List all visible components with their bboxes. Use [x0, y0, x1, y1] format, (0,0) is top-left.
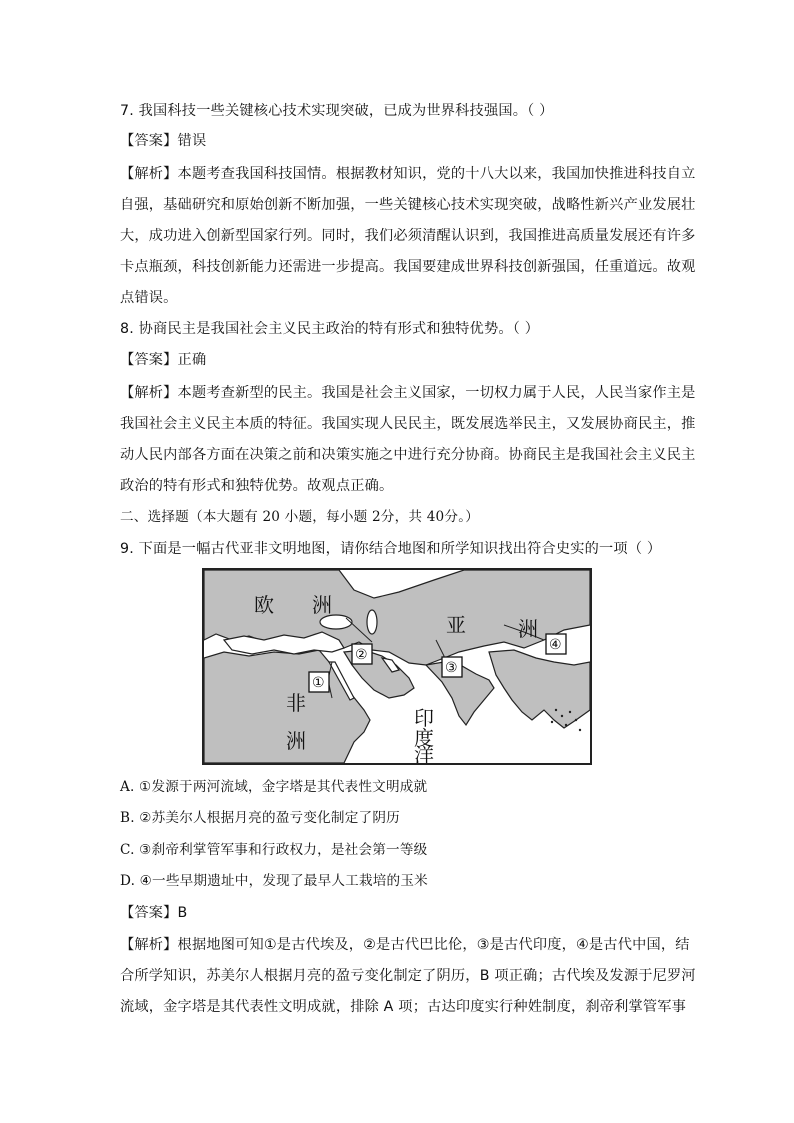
map-label-africa-2: 洲 [286, 729, 306, 753]
map-label-europe-2: 洲 [312, 593, 332, 617]
q9-option-c: C. ③刹帝利掌管军事和行政权力，是社会第一等级 [120, 842, 428, 858]
q9-analysis-line: 合所学知识，苏美尔人根据月亮的盈亏变化制定了阴历，B 项正确；古代埃及发源于尼罗河 [120, 968, 696, 984]
marker-1-label: ① [312, 675, 325, 691]
q9-question: 9. 下面是一幅古代亚非文明地图，请你结合地图和所学知识找出符合史实的一项（ ） [120, 541, 662, 557]
q9-option-d: D. ④一些早期遗址中，发现了最早人工栽培的玉米 [120, 873, 428, 889]
q8-analysis-line: 政治的特有形式和独特优势。故观点正确。 [120, 478, 394, 494]
marker-1 [309, 672, 329, 692]
map-drawing [204, 570, 590, 763]
map-label-ocean-3: 洋 [414, 743, 434, 763]
map-label-africa-1: 非 [286, 691, 306, 715]
q7-analysis-line: 【解析】本题考查我国科技国情。根据教材知识，党的十八大以来，我国加快推进科技自立 [120, 166, 696, 182]
q7-answer: 【答案】错误 [120, 133, 207, 149]
q9-analysis-line: 【解析】根据地图可知①是古代埃及，②是古代巴比伦，③是古代印度，④是古代中国，结 [120, 937, 690, 953]
marker-4 [546, 634, 566, 654]
q9-analysis-line: 流域，金字塔是其代表性文明成就，排除 A 项；古达印度实行种姓制度，刹帝利掌管军事 [120, 999, 687, 1015]
map-label-asia-2: 洲 [518, 617, 538, 641]
section-heading: 二、选择题（本大题有 20 小题，每小题 2分，共 40分。） [120, 509, 479, 525]
q9-answer: 【答案】B [120, 905, 188, 921]
map-label-ocean-2: 度 [414, 726, 434, 750]
q8-answer: 【答案】正确 [120, 352, 207, 368]
q7-analysis-line: 点错误。 [120, 290, 178, 306]
q9-option-b: B. ②苏美尔人根据月亮的盈亏变化制定了阴历 [120, 810, 400, 826]
map-label-ocean-1: 印 [414, 706, 434, 730]
marker-4-label: ④ [549, 637, 562, 653]
marker-2-label: ② [355, 647, 368, 663]
q8-analysis-line: 我国社会主义民主本质的特征。我国实现人民民主，既发展选举民主，又发展协商民主，推 [120, 416, 696, 432]
ancient-civilizations-map [202, 568, 592, 765]
marker-2 [352, 644, 372, 664]
q7-question: 7. 我国科技一些关键核心技术实现突破，已成为世界科技强国。（ ） [120, 103, 554, 119]
marker-3-label: ③ [445, 660, 458, 676]
q8-analysis-line: 动人民内部各方面在决策之前和决策实施之中进行充分协商。协商民主是我国社会主义民主 [120, 447, 696, 463]
q7-analysis-line: 大，成功进入创新型国家行列。同时，我们必须清醒认识到，我国推进高质量发展还有许多 [120, 228, 696, 244]
q8-question: 8. 协商民主是我国社会主义民主政治的特有形式和独特优势。（ ） [120, 321, 540, 337]
map-label-europe-1: 欧 [254, 593, 274, 617]
q9-option-a: A. ①发源于两河流域，金字塔是其代表性文明成就 [120, 779, 428, 795]
marker-3 [442, 657, 462, 677]
q7-analysis-line: 卡点瓶颈，科技创新能力还需进一步提高。我国要建成世界科技创新强国，任重道远。故观 [120, 259, 696, 275]
q7-analysis-line: 自强，基础研究和原始创新不断加强，一些关键核心技术实现突破，战略性新兴产业发展壮 [120, 197, 696, 213]
q8-analysis-line: 【解析】本题考查新型的民主。我国是社会主义国家，一切权力属于人民，人民当家作主是 [120, 385, 696, 401]
map-label-asia-1: 亚 [446, 613, 466, 637]
